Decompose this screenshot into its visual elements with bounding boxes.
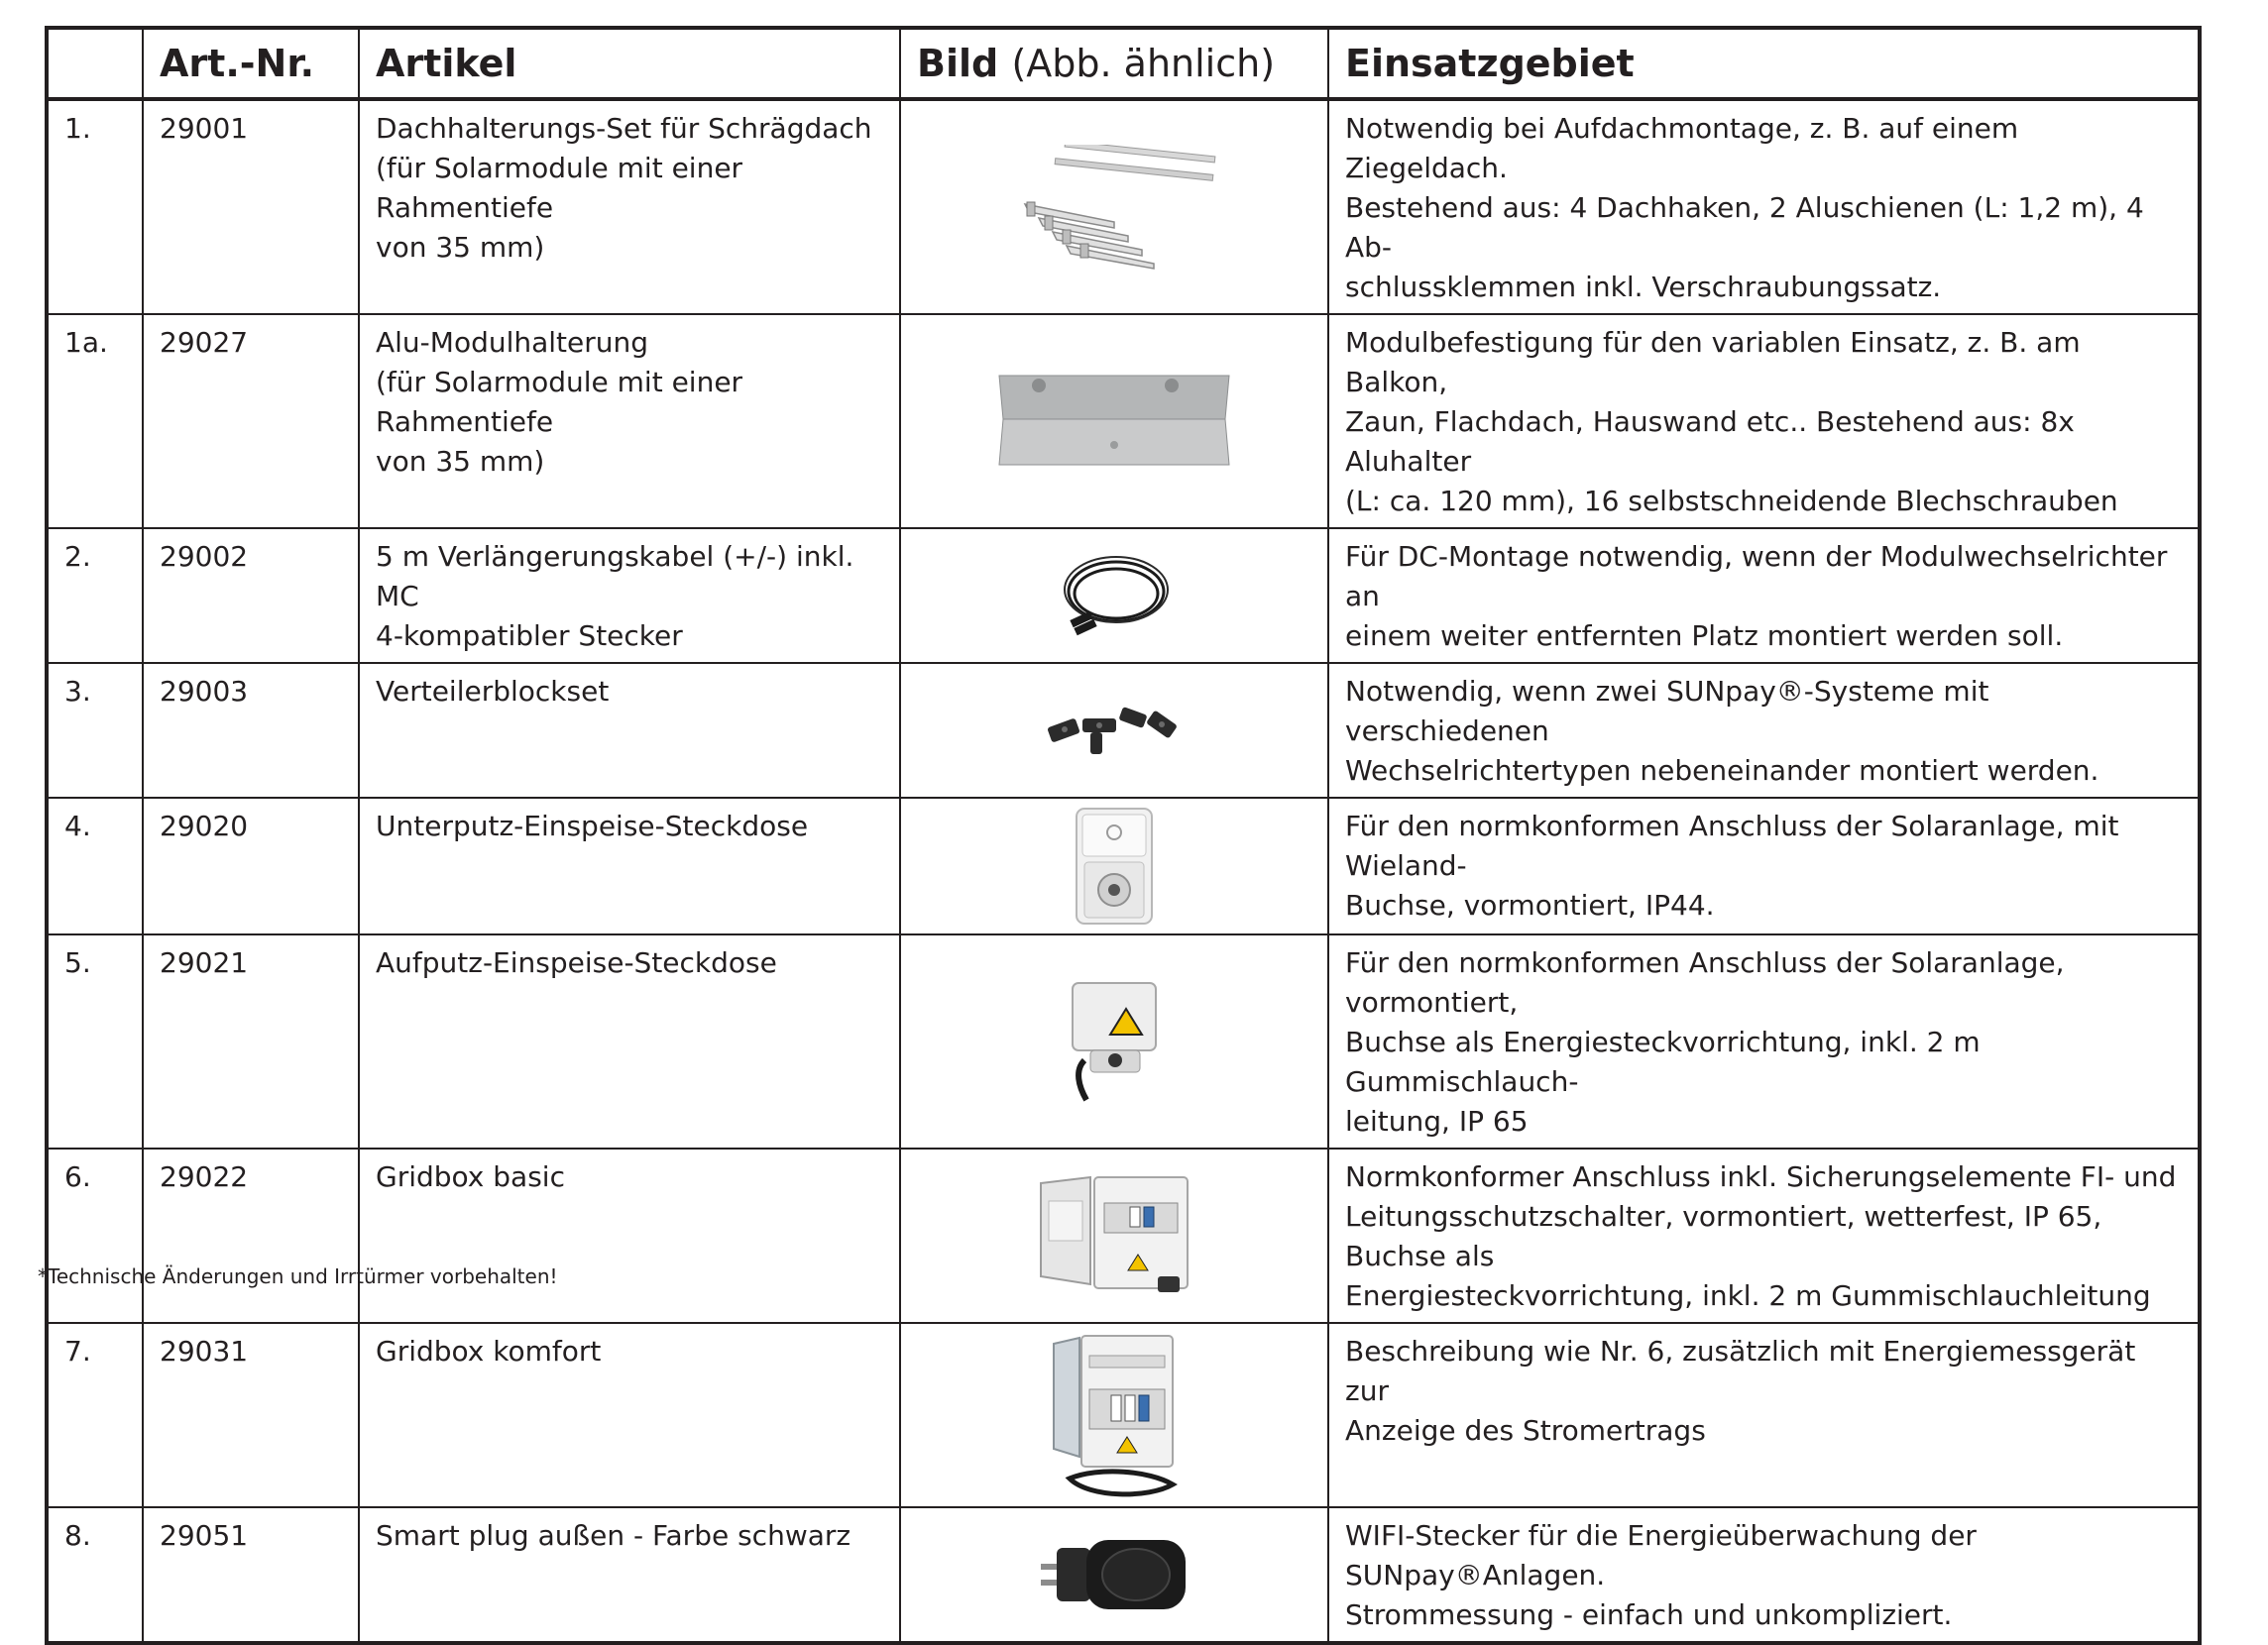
text-line: Für den normkonformen Anschluss der Solaranlage, vormontiert, xyxy=(1345,946,2065,1019)
text-line: Energiesteckvorrichtung, inkl. 2 m Gummischlauchleitung xyxy=(1345,1279,2151,1312)
text-line: Beschreibung wie Nr. 6, zusätzlich mit Energiemessgerät zur xyxy=(1345,1335,2136,1407)
text-line: Buchse, vormontiert, IP44. xyxy=(1345,889,1715,922)
cell-bild xyxy=(900,934,1328,1149)
text-line: Buchse als Energiesteckvorrichtung, inkl. 2 m Gummischlauch- xyxy=(1345,1026,1981,1098)
text-line: 4-kompatibler Stecker xyxy=(376,619,683,652)
text-line: Gridbox basic xyxy=(376,1160,565,1193)
text-line: Aufputz-Einspeise-Steckdose xyxy=(376,946,777,979)
text-line: Normkonformer Anschluss inkl. Sicherungselemente FI- und xyxy=(1345,1160,2177,1193)
table-row xyxy=(47,1149,2200,1323)
cell-bild xyxy=(900,99,1328,314)
cell-einsatzgebiet xyxy=(1328,1507,2200,1643)
cell-art-nr: 29003 xyxy=(143,663,359,798)
text-line: Zaun, Flachdach, Hauswand etc.. Bestehend aus: 8x Aluhalter xyxy=(1345,405,2075,478)
cell-bild xyxy=(900,314,1328,528)
text-line: schlussklemmen inkl. Verschraubungssatz. xyxy=(1345,271,1942,303)
table-row xyxy=(47,934,2200,1149)
header-einsatzgebiet: Einsatzgebiet xyxy=(1328,28,2200,99)
cell-nr: 3. xyxy=(47,663,143,798)
cell-bild xyxy=(900,663,1328,798)
text-line: von 35 mm) xyxy=(376,231,545,264)
cell-nr: 6. xyxy=(47,1149,143,1323)
cell-art-nr: 29001 xyxy=(143,99,359,314)
text-line: 5 m Verlängerungskabel (+/-) inkl. MC xyxy=(376,540,854,612)
cell-art-nr: 29002 xyxy=(143,528,359,663)
text-line: Alu-Modulhalterung xyxy=(376,326,649,359)
cell-art-nr: 29022 xyxy=(143,1149,359,1323)
header-bild-note: (Abb. ähnlich) xyxy=(1011,42,1276,85)
text-line: Wechselrichtertypen nebeneinander montiert werden. xyxy=(1345,754,2099,787)
cell-artikel xyxy=(359,99,900,314)
header-art-nr: Art.-Nr. xyxy=(143,28,359,99)
surface-socket-box-image xyxy=(1065,979,1164,1104)
cell-einsatzgebiet xyxy=(1328,1149,2200,1323)
text-line: Für DC-Montage notwendig, wenn der Modulwechselrichter an xyxy=(1345,540,2168,612)
text-line: WIFI-Stecker für die Energieüberwachung der SUNpay®Anlagen. xyxy=(1345,1519,1977,1591)
cell-artikel xyxy=(359,1323,900,1507)
text-line: leitung, IP 65 xyxy=(1345,1105,1529,1138)
text-line: Strommessung - einfach und unkompliziert. xyxy=(1345,1598,1953,1631)
cell-art-nr: 29021 xyxy=(143,934,359,1149)
header-bild xyxy=(900,28,1328,99)
cell-art-nr: 29031 xyxy=(143,1323,359,1507)
table-row xyxy=(47,663,2200,798)
table-row xyxy=(47,99,2200,314)
extension-cable-image xyxy=(1055,554,1174,637)
cell-artikel xyxy=(359,1149,900,1323)
cell-nr: 1. xyxy=(47,99,143,314)
header-bild-label: Bild xyxy=(917,42,999,85)
text-line: Für den normkonformen Anschluss der Solaranlage, mit Wieland- xyxy=(1345,810,2119,882)
cell-nr: 1a. xyxy=(47,314,143,528)
cell-artikel xyxy=(359,663,900,798)
table-row xyxy=(47,314,2200,528)
text-line: Unterputz-Einspeise-Steckdose xyxy=(376,810,809,842)
text-line: (für Solarmodule mit einer Rahmentiefe xyxy=(376,152,743,224)
cell-bild xyxy=(900,528,1328,663)
text-line: Gridbox komfort xyxy=(376,1335,602,1368)
cell-einsatzgebiet xyxy=(1328,663,2200,798)
text-line: (für Solarmodule mit einer Rahmentiefe xyxy=(376,366,743,438)
text-line: Bestehend aus: 4 Dachhaken, 2 Aluschienen (L: 1,2 m), 4 Ab- xyxy=(1345,191,2144,264)
cell-nr: 8. xyxy=(47,1507,143,1643)
cell-bild xyxy=(900,1149,1328,1323)
text-line: Notwendig, wenn zwei SUNpay®-Systeme mit verschiedenen xyxy=(1345,675,1989,747)
cell-art-nr: 29020 xyxy=(143,798,359,934)
table-row xyxy=(47,528,2200,663)
cell-artikel xyxy=(359,798,900,934)
header-nr xyxy=(47,28,143,99)
cell-einsatzgebiet xyxy=(1328,934,2200,1149)
cell-bild xyxy=(900,1323,1328,1507)
text-line: Anzeige des Stromertrags xyxy=(1345,1414,1706,1447)
cell-einsatzgebiet xyxy=(1328,314,2200,528)
text-line: von 35 mm) xyxy=(376,445,545,478)
cell-einsatzgebiet xyxy=(1328,1323,2200,1507)
cell-art-nr: 29027 xyxy=(143,314,359,528)
footnote: *Technische Änderungen und Irrtürmer vorbehalten! xyxy=(38,1264,558,1288)
text-line: Notwendig bei Aufdachmontage, z. B. auf einem Ziegeldach. xyxy=(1345,112,2019,184)
flush-socket-image xyxy=(1073,805,1156,928)
cell-nr: 5. xyxy=(47,934,143,1149)
cell-einsatzgebiet xyxy=(1328,798,2200,934)
cell-art-nr: 29051 xyxy=(143,1507,359,1643)
cell-artikel xyxy=(359,1507,900,1643)
table-row xyxy=(47,798,2200,934)
text-line: Dachhalterungs-Set für Schrägdach xyxy=(376,112,872,145)
text-line: Verteilerblockset xyxy=(376,675,610,708)
product-table xyxy=(45,26,2202,1645)
text-line: Leitungsschutzschalter, vormontiert, wetterfest, IP 65, Buchse als xyxy=(1345,1200,2102,1272)
cell-artikel xyxy=(359,528,900,663)
text-line: Modulbefestigung für den variablen Einsatz, z. B. am Balkon, xyxy=(1345,326,2081,398)
table-row xyxy=(47,1507,2200,1643)
cell-artikel xyxy=(359,314,900,528)
cell-bild xyxy=(900,1507,1328,1643)
header-row xyxy=(47,28,2200,99)
cell-einsatzgebiet xyxy=(1328,99,2200,314)
cell-nr: 4. xyxy=(47,798,143,934)
text-line: (L: ca. 120 mm), 16 selbstschneidende Blechschrauben xyxy=(1345,485,2118,517)
text-line: einem weiter entfernten Platz montiert werden soll. xyxy=(1345,619,2064,652)
header-artikel: Artikel xyxy=(359,28,900,99)
gridbox-basic-image xyxy=(1035,1173,1193,1298)
aluminium-module-bracket-image xyxy=(995,372,1233,471)
cell-nr: 7. xyxy=(47,1323,143,1507)
smart-plug-image xyxy=(1037,1534,1191,1615)
table-row xyxy=(47,1323,2200,1507)
cell-nr: 2. xyxy=(47,528,143,663)
gridbox-komfort-image xyxy=(1050,1330,1179,1500)
cell-einsatzgebiet xyxy=(1328,528,2200,663)
text-line: Smart plug außen - Farbe schwarz xyxy=(376,1519,851,1552)
cell-bild xyxy=(900,798,1328,934)
cell-artikel xyxy=(359,934,900,1149)
distribution-connectors-image xyxy=(1045,701,1184,760)
roof-mounting-kit-image xyxy=(1005,145,1223,270)
